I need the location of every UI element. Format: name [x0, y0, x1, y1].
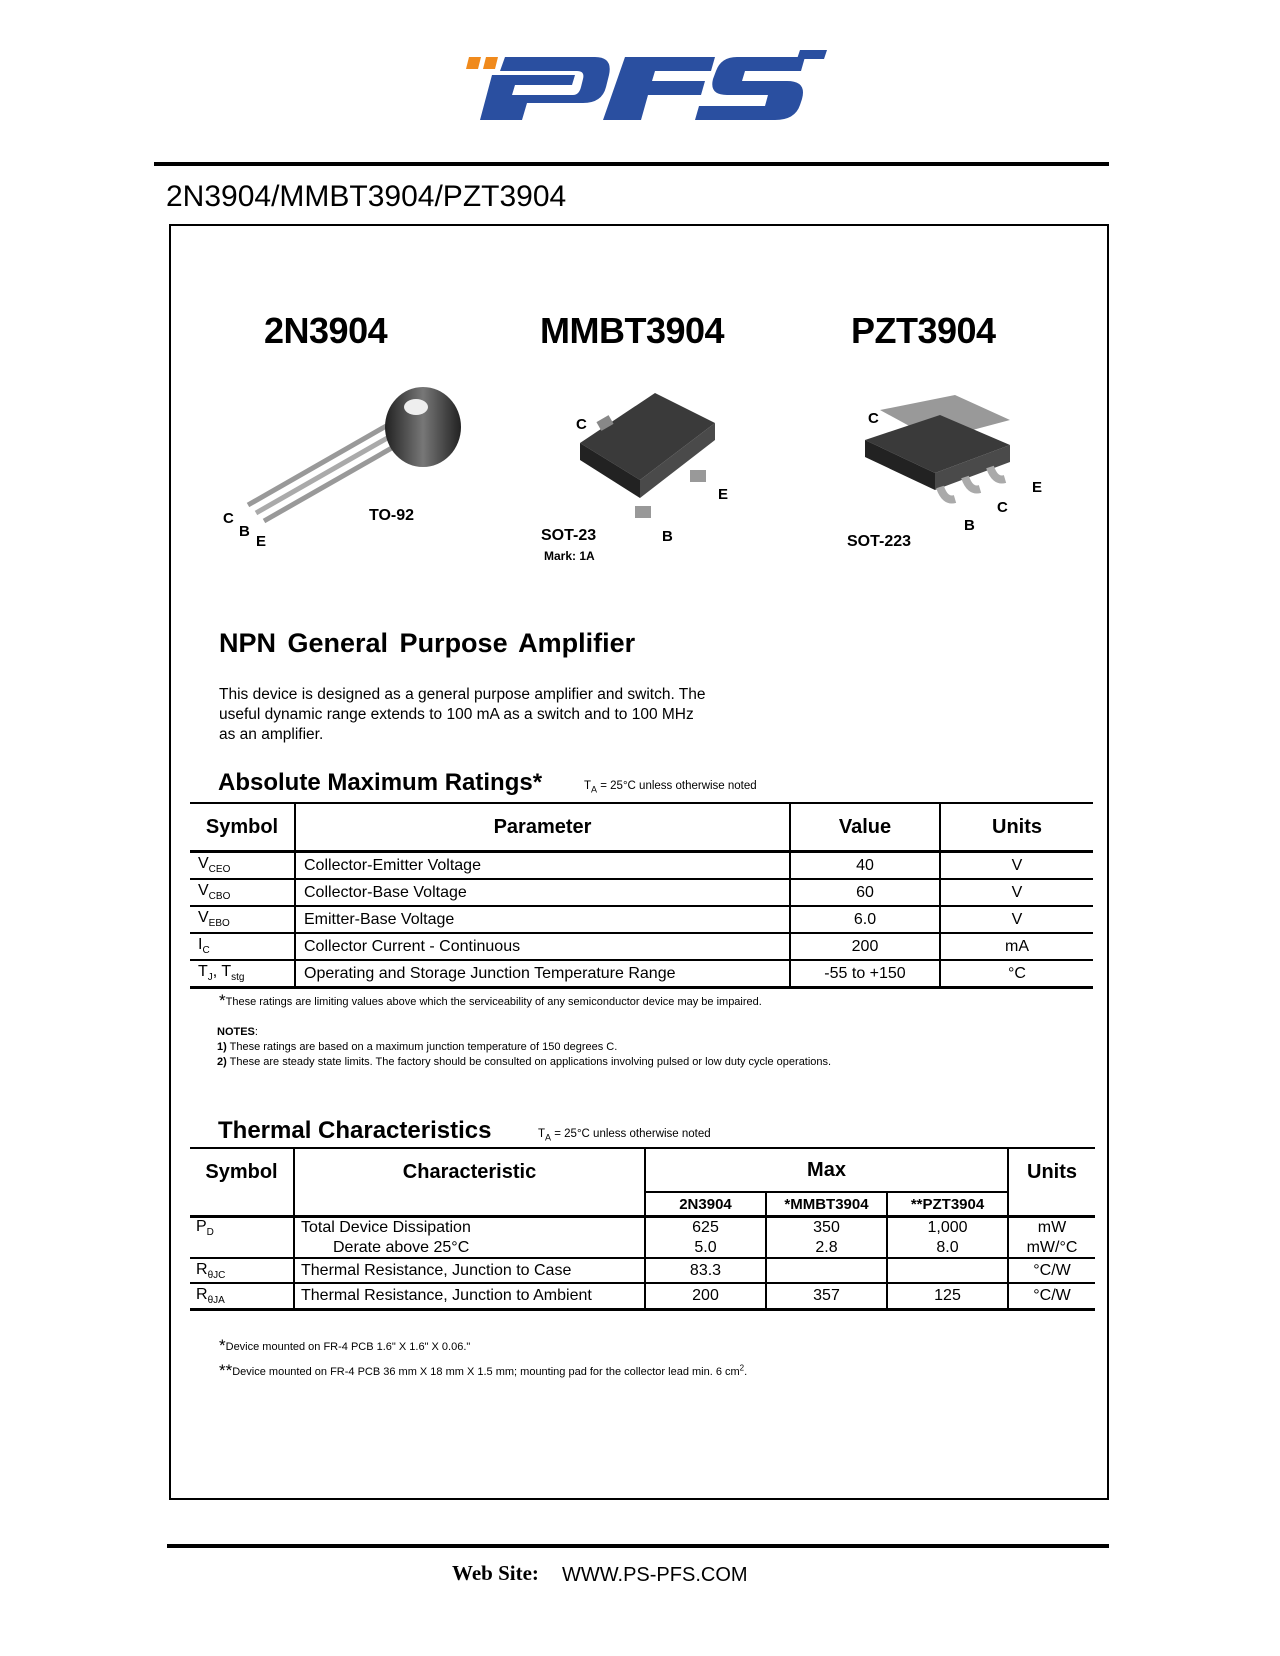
units-cell: mA — [940, 933, 1093, 960]
sot223-pin-c-top: C — [868, 410, 879, 427]
amr-col-parameter: Parameter — [295, 803, 790, 852]
thermal-col-characteristic: Characteristic — [294, 1148, 645, 1217]
parameter-cell: Collector-Emitter Voltage — [295, 852, 790, 880]
amr-col-value: Value — [790, 803, 940, 852]
part-name-2n3904: 2N3904 — [264, 310, 388, 351]
sot23-package-label: SOT-23 — [541, 527, 597, 544]
units-cell: V — [940, 879, 1093, 906]
parameter-cell: Collector Current - Continuous — [295, 933, 790, 960]
value-cell: 1,000 — [887, 1217, 1008, 1239]
amr-title: Absolute Maximum Ratings* — [218, 769, 543, 796]
to92-pin-e: E — [256, 533, 267, 550]
value-cell: 8.0 — [887, 1238, 1008, 1258]
sot23-pin-b: B — [662, 528, 673, 545]
table-row — [190, 1217, 1095, 1239]
to92-package-image — [238, 385, 468, 535]
symbol-cell: $P_D$ — [196, 1218, 214, 1239]
characteristic-cell: Thermal Resistance, Junction to Ambient — [294, 1283, 645, 1309]
sot223-pin-e: E — [1032, 479, 1043, 496]
symbol-cell: $V_{EBO}$ — [190, 906, 295, 933]
thermal-col-symbol: Symbol — [190, 1148, 294, 1217]
value-cell — [766, 1258, 887, 1283]
units-cell: °C — [940, 960, 1093, 988]
sot23-package-image — [570, 388, 730, 528]
notes-label: NOTES — [217, 1026, 255, 1038]
value-cell: 2.8 — [766, 1238, 887, 1258]
amr-table — [190, 802, 1093, 989]
amr-col-units: Units — [940, 803, 1093, 852]
value-cell: 200 — [790, 933, 940, 960]
sot23-pin-e: E — [718, 486, 729, 503]
characteristic-cell: Thermal Resistance, Junction to Case — [294, 1258, 645, 1283]
symbol-cell: $V_{CEO}$ — [190, 852, 295, 880]
thermal-col-units: Units — [1008, 1148, 1095, 1217]
to92-pin-c: C — [223, 510, 234, 527]
document-title: 2N3904/MMBT3904/PZT3904 — [166, 180, 567, 213]
table-row — [190, 933, 1093, 960]
logo-accent-bars — [466, 57, 498, 69]
value-cell: 83.3 — [645, 1258, 766, 1283]
note-item: 1) These ratings are based on a maximum junction temperature of 150 degrees C. — [217, 1041, 618, 1053]
bottom-rule — [167, 1544, 1109, 1548]
amr-header-row — [190, 803, 1093, 852]
thermal-col-max: Max — [645, 1148, 1008, 1192]
website-label: Web Site: — [452, 1561, 539, 1585]
thermal-table — [190, 1147, 1095, 1311]
table-row — [190, 960, 1093, 988]
value-cell: 5.0 — [645, 1238, 766, 1258]
product-heading: NPN General Purpose Amplifier — [219, 628, 636, 658]
sot223-pin-b: B — [964, 517, 975, 534]
thermal-header-row — [190, 1148, 1095, 1192]
thermal-footnote-1: *Device mounted on FR-4 PCB 1.6" X 1.6" X 0.06." — [219, 1336, 471, 1355]
parameter-cell: Emitter-Base Voltage — [295, 906, 790, 933]
subheader-2n3904: 2N3904 — [645, 1192, 766, 1217]
symbol-cell: $R_{\theta JA}$ — [190, 1283, 294, 1309]
pfs-logo — [455, 45, 835, 125]
top-rule — [154, 162, 1109, 166]
logo-letters — [480, 50, 827, 120]
table-row — [190, 852, 1093, 880]
part-name-mmbt3904: MMBT3904 — [540, 310, 725, 351]
symbol-cell: $T_J$, $T_{stg}$ — [190, 960, 295, 988]
characteristic-cell: Total Device Dissipation — [294, 1217, 645, 1239]
units-cell: °C/W — [1008, 1258, 1095, 1283]
amr-condition: $T_A = 25^\circ C$ unless otherwise noted — [584, 780, 757, 795]
sot23-pin-c: C — [576, 416, 587, 433]
value-cell: 350 — [766, 1217, 887, 1239]
parameter-cell: Operating and Storage Junction Temperature Range — [295, 960, 790, 988]
to92-package-label: TO-92 — [369, 507, 415, 524]
note-item: 2) These are steady state limits. The factory should be consulted on applications involving pulsed or low duty cycle operations. — [217, 1056, 832, 1068]
website-link[interactable]: WWW.PS-PFS.COM — [562, 1564, 748, 1586]
table-row — [190, 1283, 1095, 1309]
notes-block: NOTES: 1) These ratings are based on a maximum junction temperature of 150 degrees C. 2) These are steady state limits. The factory should be consulted on applications involving pulsed or low duty cycle operations. — [217, 1026, 832, 1068]
amr-footnote: *These ratings are limiting values above which the serviceability of any semiconductor device may be impaired. — [219, 991, 762, 1010]
table-row — [190, 1258, 1095, 1283]
symbol-cell: $V_{CBO}$ — [190, 879, 295, 906]
units-cell: °C/W — [1008, 1283, 1095, 1309]
value-cell: 625 — [645, 1217, 766, 1239]
table-row — [190, 1238, 1095, 1258]
symbol-cell: $I_C$ — [190, 933, 295, 960]
subheader-mmbt3904: *MMBT3904 — [766, 1192, 887, 1217]
symbol-cell: $R_{\theta JC}$ — [190, 1258, 294, 1283]
amr-col-symbol: Symbol — [190, 803, 295, 852]
value-cell: 6.0 — [790, 906, 940, 933]
value-cell: 60 — [790, 879, 940, 906]
value-cell: 357 — [766, 1283, 887, 1309]
units-cell: V — [940, 852, 1093, 880]
table-row — [190, 906, 1093, 933]
value-cell: 125 — [887, 1283, 1008, 1309]
units-cell: mW — [1008, 1217, 1095, 1239]
characteristic-cell: Derate above 25°C — [294, 1238, 645, 1258]
thermal-title: Thermal Characteristics — [218, 1117, 492, 1144]
value-cell: 200 — [645, 1283, 766, 1309]
part-name-pzt3904: PZT3904 — [851, 310, 996, 351]
sot223-package-image — [860, 395, 1030, 515]
table-row — [190, 879, 1093, 906]
units-cell: V — [940, 906, 1093, 933]
product-description: This device is designed as a general purpose amplifier and switch. The useful dynamic range extends to 100 mA as a switch and to 100 MHz as an amplifier. — [219, 686, 706, 743]
thermal-footnote-2: **Device mounted on FR-4 PCB 36 mm X 18 mm X 1.5 mm; mounting pad for the collector lead min. 6 $cm^2$. — [219, 1361, 748, 1380]
parameter-cell: Collector-Base Voltage — [295, 879, 790, 906]
symbol-cell — [190, 1238, 294, 1258]
value-cell — [887, 1258, 1008, 1283]
sot23-mark: Mark: 1A — [544, 549, 595, 563]
subheader-pzt3904: **PZT3904 — [887, 1192, 1008, 1217]
value-cell: -55 to +150 — [790, 960, 940, 988]
units-cell: mW/°C — [1008, 1238, 1095, 1258]
sot223-package-label: SOT-223 — [847, 533, 912, 550]
to92-pin-b: B — [239, 523, 250, 540]
thermal-condition: $T_A = 25^\circ C$ unless otherwise noted — [538, 1128, 711, 1143]
value-cell: 40 — [790, 852, 940, 880]
sot223-pin-c: C — [997, 499, 1008, 516]
